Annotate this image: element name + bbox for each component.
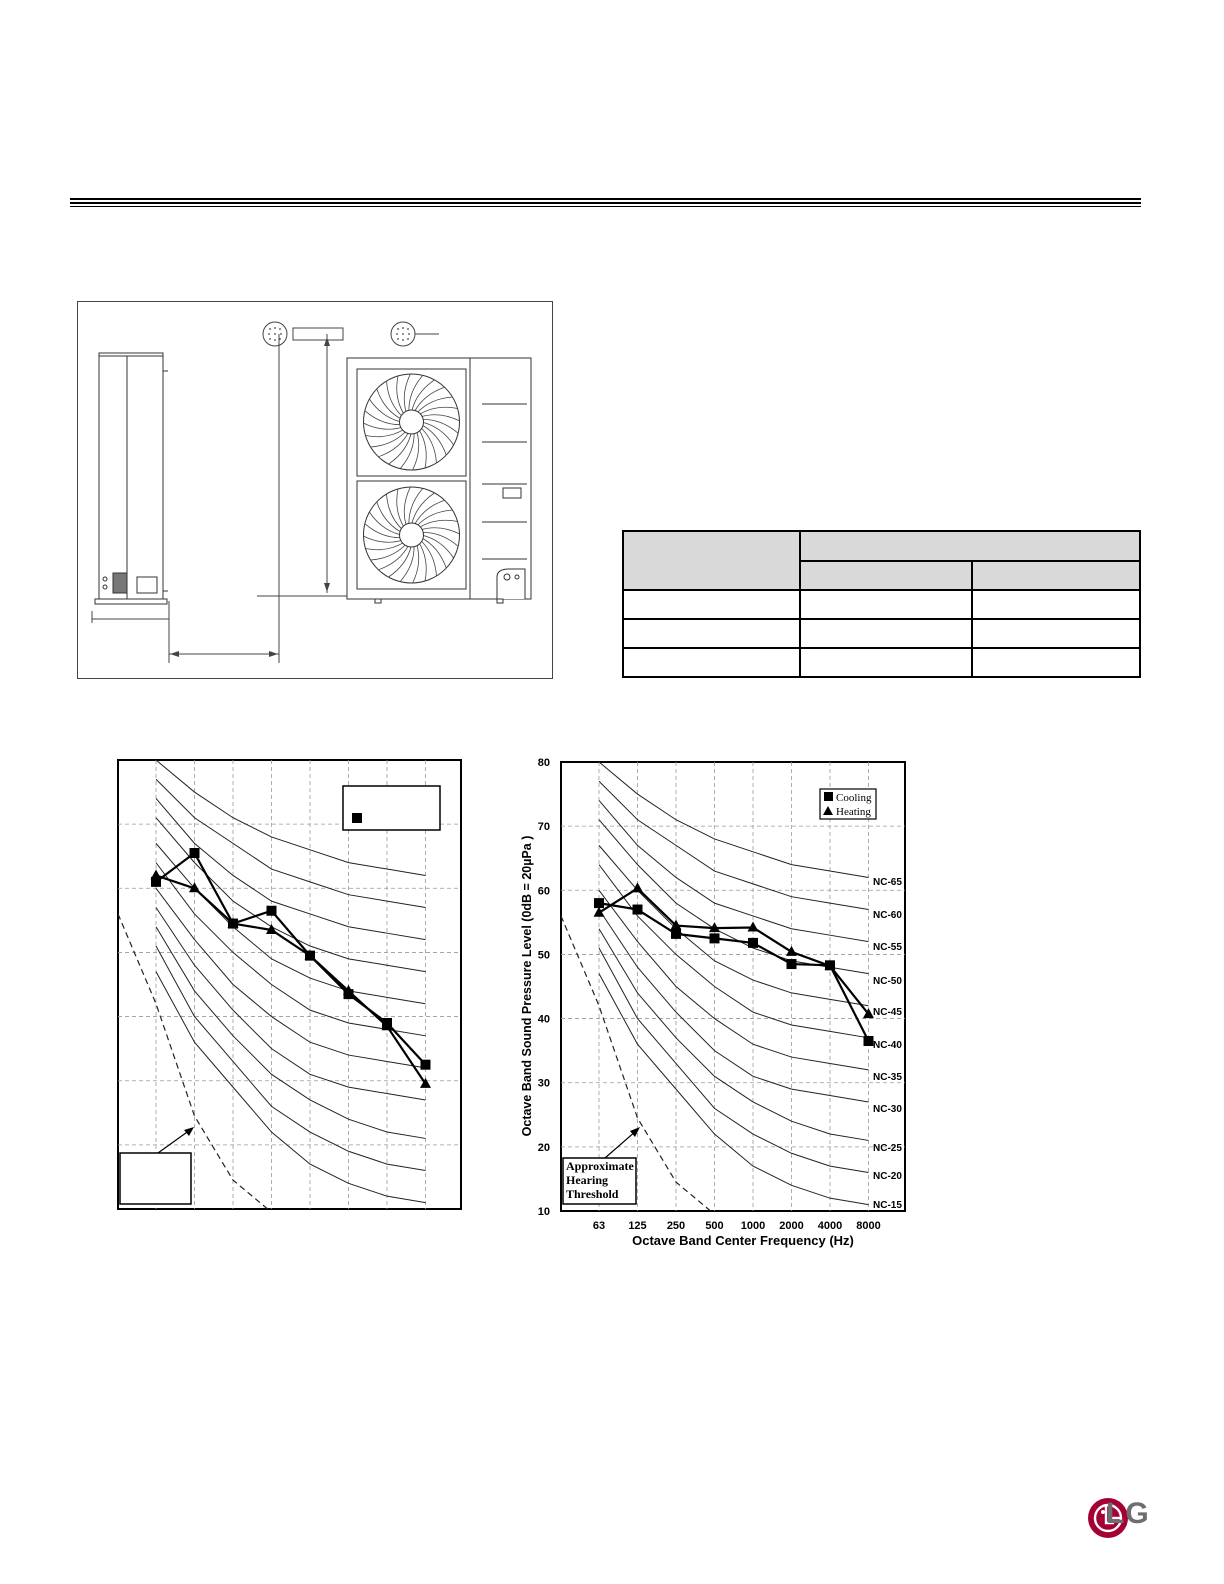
nc-label: NC-40	[873, 1040, 902, 1051]
x-tick-label: 125	[628, 1220, 647, 1232]
x-tick-label: 2000	[779, 1220, 804, 1232]
data-point-square	[787, 959, 797, 969]
data-point-square	[864, 1036, 874, 1046]
nc-label: NC-30	[873, 1104, 902, 1115]
threshold-annotation-text: Approximate	[566, 1159, 634, 1173]
nc-label: NC-20	[873, 1171, 902, 1182]
lg-logo-text: LG	[1106, 1497, 1150, 1530]
y-tick-label: 20	[537, 1141, 550, 1154]
x-tick-label: 63	[592, 1220, 606, 1232]
nc-label: NC-45	[873, 1007, 902, 1018]
data-point-square	[710, 933, 720, 943]
legend-label-heating: Heating	[836, 806, 871, 818]
x-tick-label: 4000	[817, 1220, 843, 1232]
nc-label: NC-35	[873, 1072, 902, 1083]
y-tick-label: 60	[537, 885, 550, 898]
y-tick-label: 40	[537, 1013, 550, 1026]
y-tick-label: 30	[537, 1077, 550, 1090]
nc-label: NC-55	[873, 942, 902, 953]
nc-label: NC-25	[873, 1143, 902, 1154]
nc-label: NC-65	[873, 877, 902, 888]
nc-label: NC-50	[873, 976, 902, 987]
nc-label: NC-15	[873, 1200, 902, 1211]
y-tick-label: 80	[537, 757, 550, 769]
threshold-annotation-text: Threshold	[566, 1187, 619, 1201]
data-point-square	[594, 898, 604, 908]
y-tick-label: 70	[537, 821, 550, 834]
x-axis-label: Octave Band Center Frequency (Hz)	[632, 1233, 854, 1248]
y-axis-label: Octave Band Sound Pressure Level (0dB = 20µPa )	[520, 835, 534, 1137]
x-tick-label: 1000	[740, 1220, 766, 1232]
data-point-square	[671, 929, 681, 939]
legend-label-cooling: Cooling	[836, 792, 872, 804]
data-point-square	[633, 905, 643, 915]
data-point-square	[748, 938, 758, 948]
y-tick-label: 10	[537, 1206, 550, 1218]
y-tick-label: 50	[537, 949, 550, 962]
square-marker-icon	[824, 792, 833, 801]
x-tick-label: 500	[705, 1220, 724, 1232]
nc-label: NC-60	[873, 910, 902, 921]
threshold-annotation-text: Hearing	[566, 1173, 608, 1187]
plot-area	[561, 762, 905, 1211]
x-tick-label: 250	[666, 1220, 686, 1232]
x-tick-label: 8000	[856, 1220, 881, 1232]
